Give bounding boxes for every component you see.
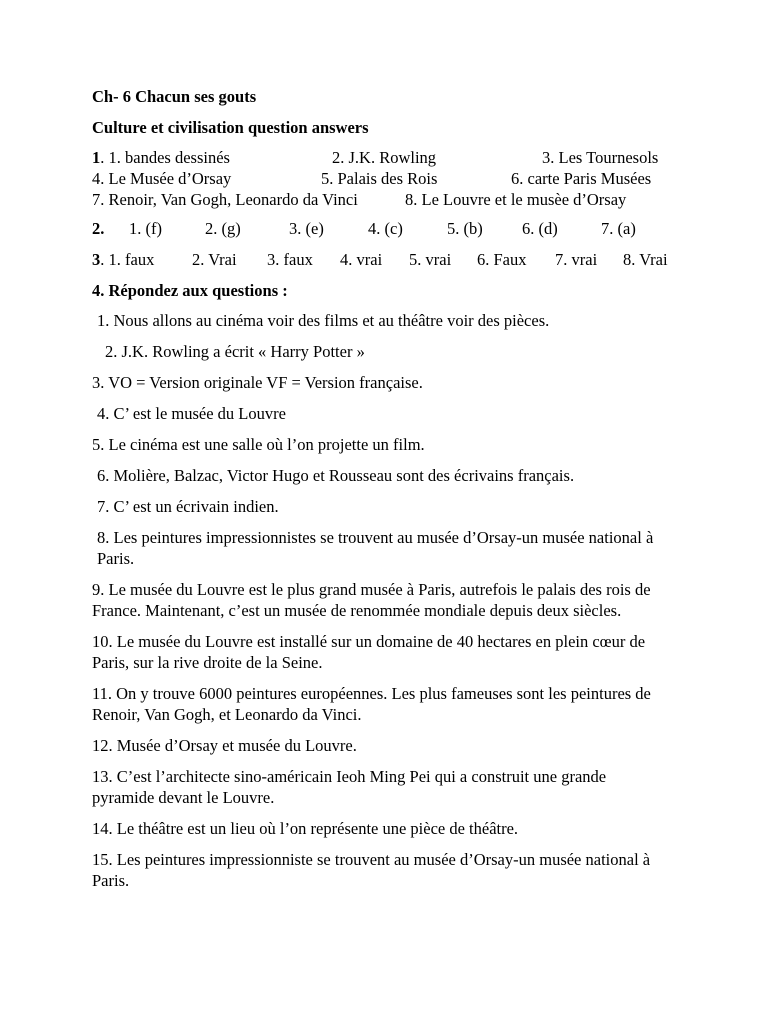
- section-3-item: 6. Faux: [477, 250, 527, 269]
- answer-item: 12. Musée d’Orsay et musée du Louvre.: [92, 736, 357, 755]
- section-1-item: 6. carte Paris Musées: [511, 169, 652, 188]
- section-1-item: 4. Le Musée d’Orsay: [92, 169, 232, 188]
- section-3-item: . 1. faux: [100, 250, 155, 269]
- section-2-answers: [92, 218, 692, 239]
- document-title: Ch- 6 Chacun ses gouts: [92, 87, 257, 106]
- answer-item: 7. C’ est un écrivain indien.: [97, 497, 279, 516]
- section-1-row: [92, 168, 692, 189]
- answer-item: 13. C’est l’architecte sino-américain Ieoh Ming Pei qui a construit une grande pyramide devant le Louvre.: [92, 767, 607, 807]
- section-3-item: 3. faux: [267, 250, 313, 269]
- section-2-item: 3. (e): [289, 219, 324, 238]
- answer-item: 8. Les peintures impressionnistes se trouvent au musée d’Orsay-un musée national à Paris.: [97, 528, 654, 568]
- section-3-number: 3: [92, 250, 101, 269]
- document-page: [92, 86, 692, 901]
- section-2-item: 6. (d): [522, 219, 558, 238]
- section-2-item: 4. (c): [368, 219, 403, 238]
- section-2-item: 5. (b): [447, 219, 483, 238]
- answer-item: 15. Les peintures impressionniste se trouvent au musée d’Orsay-un musée national à Paris.: [92, 850, 651, 890]
- section-2-item: 2. (g): [205, 219, 241, 238]
- section-1-item: 5. Palais des Rois: [321, 169, 438, 188]
- section-1-item: . 1. bandes dessinés: [100, 148, 230, 167]
- section-3-item: 2. Vrai: [192, 250, 237, 269]
- answer-item: 2. J.K. Rowling a écrit « Harry Potter »: [105, 342, 365, 361]
- section-3-item: 5. vrai: [409, 250, 452, 269]
- section-3-item: 4. vrai: [340, 250, 383, 269]
- section-4-heading: 4. Répondez aux questions :: [92, 281, 288, 300]
- section-1-row: [92, 147, 692, 168]
- section-1-item: 8. Le Louvre et le musèe d’Orsay: [405, 190, 627, 209]
- answer-item: 3. VO = Version originale VF = Version française.: [92, 373, 423, 392]
- section-4-answers: [92, 310, 692, 891]
- section-2-number: 2.: [92, 219, 105, 238]
- document-subtitle: Culture et civilisation question answers: [92, 118, 369, 137]
- answer-item: 11. On y trouve 6000 peintures européennes. Les plus fameuses sont les peintures de Renoir, Van Gogh, et Leonardo da Vinci.: [92, 684, 651, 724]
- answer-item: 10. Le musée du Louvre est installé sur un domaine de 40 hectares en plein cœur de Paris, sur la rive droite de la Seine.: [92, 632, 646, 672]
- answer-item: 14. Le théâtre est un lieu où l’on représente une pièce de théâtre.: [92, 819, 519, 838]
- section-1-number: 1: [92, 148, 101, 167]
- section-1-answers: [92, 147, 692, 210]
- answer-item: 9. Le musée du Louvre est le plus grand musée à Paris, autrefois le palais des rois de France. Maintenant, c’est un musée de renommée mondiale depuis deux siècles.: [92, 580, 651, 620]
- answer-item: 6. Molière, Balzac, Victor Hugo et Rousseau sont des écrivains français.: [97, 466, 575, 485]
- section-3-item: 8. Vrai: [623, 250, 668, 269]
- answer-item: 5. Le cinéma est une salle où l’on projette un film.: [92, 435, 425, 454]
- section-1-item: 2. J.K. Rowling: [332, 148, 437, 167]
- section-1-row: [92, 189, 692, 210]
- section-3-item: 7. vrai: [555, 250, 598, 269]
- answer-item: 4. C’ est le musée du Louvre: [97, 404, 286, 423]
- section-2-item: 7. (a): [601, 219, 636, 238]
- section-1-item: 3. Les Tournesols: [542, 148, 659, 167]
- section-3-answers: [92, 249, 692, 270]
- section-2-item: 1. (f): [129, 219, 162, 238]
- answer-item: 1. Nous allons au cinéma voir des films et au théâtre voir des pièces.: [97, 311, 550, 330]
- section-1-item: 7. Renoir, Van Gogh, Leonardo da Vinci: [92, 190, 358, 209]
